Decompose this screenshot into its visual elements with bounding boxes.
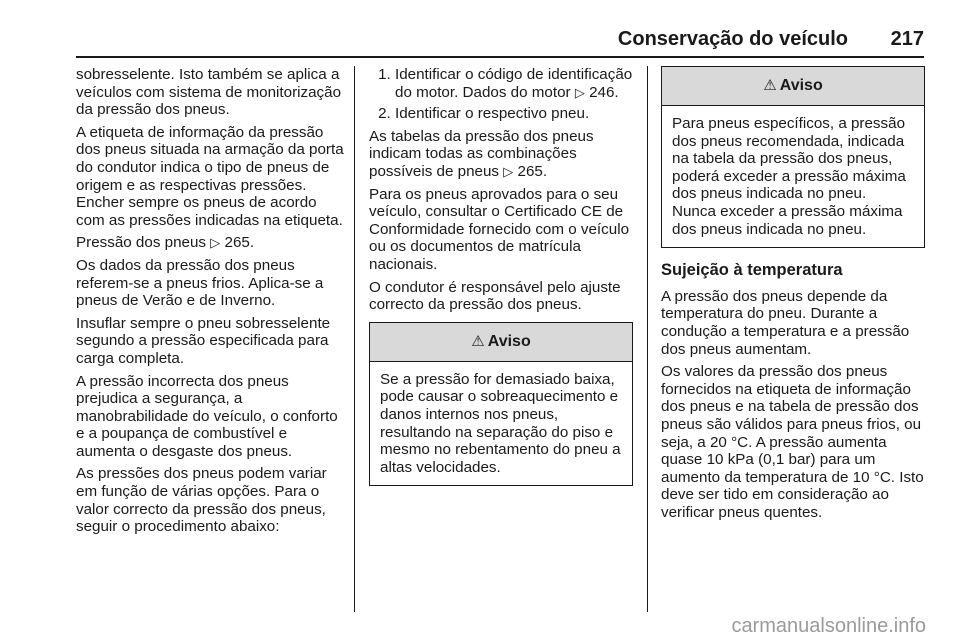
warning-triangle-icon: ⚠ <box>763 77 777 94</box>
list-item <box>395 66 633 101</box>
warning-text: Para pneus específicos, a pressão dos pneus recomendada, indicada na tabela da pressão dos pneus, poderá exceder a pressão máxima dos pneus indicada no pneu. Nunca exceder a pressão máxima dos pneus indicada no pneu. <box>672 115 906 238</box>
paragraph: A pressão incorrecta dos pneus prejudica a segurança, a manobrabilidade do veículo, o conforto e a poupança de combustível e aumenta o desgaste dos pneus. <box>76 372 338 460</box>
warning-title: Aviso <box>487 332 531 350</box>
column-divider <box>647 66 648 612</box>
reference-page-link[interactable]: 265. <box>224 234 255 252</box>
warning-triangle-icon: ⚠ <box>471 332 485 350</box>
reference-arrow-icon: ▷ <box>574 84 585 100</box>
list-item <box>395 105 633 123</box>
warning-box <box>661 66 925 248</box>
paragraph: A etiqueta de informação da pressão dos pneus situada na armação da porta do condutor indica o tipo de pneus de origem e as respectivas pressões. Encher sempre os pneus de acordo com as pressões indicadas na etiqueta. <box>76 123 344 229</box>
column-2 <box>369 66 633 500</box>
reference-page-link[interactable]: 246. <box>589 83 619 101</box>
column-3 <box>661 66 925 526</box>
list-item-text: Identificar o respectivo pneu. <box>395 105 590 123</box>
paragraph-text: As tabelas da pressão dos pneus indicam todas as combinações possíveis de pneus <box>369 127 594 180</box>
paragraph: Os dados da pressão dos pneus referem-se a pneus frios. Aplica-se a pneus de Verão e de Inverno. <box>76 256 324 310</box>
list-item-text: Identificar o código de identificação do motor. Dados do motor <box>395 66 633 101</box>
reference-arrow-icon: ▷ <box>503 163 514 179</box>
section-heading: Sujeição à temperatura <box>661 261 843 280</box>
page-number: 217 <box>890 28 924 50</box>
reference-arrow-icon: ▷ <box>210 235 221 251</box>
reference-label: Pressão dos pneus <box>76 234 207 252</box>
warning-header <box>370 323 632 362</box>
warning-title: Aviso <box>779 77 823 94</box>
paragraph: O condutor é responsável pelo ajuste correcto da pressão dos pneus. <box>369 278 621 314</box>
warning-body <box>370 362 632 486</box>
paragraph: Os valores da pressão dos pneus fornecidos na etiqueta de informação dos pneus e na tabela de pressão dos pneus são válidos para pneus frios, ou seja, a 20 °C. A pressão aumenta quase 10 kPa (0,1 bar) para um aumento da temperatura de 10 °C. Isto deve ser tido em consideração ao verificar pneus quentes. <box>661 363 924 521</box>
column-divider <box>354 66 355 612</box>
reference-page-link[interactable]: 265. <box>517 162 548 180</box>
paragraph: sobresselente. Isto também se aplica a veículos com sistema de monitorização da pressão dos pneus. <box>76 66 342 119</box>
paragraph: Insuflar sempre o pneu sobresselente segundo a pressão especificada para carga completa. <box>76 314 331 367</box>
warning-text: Se a pressão for demasiado baixa, pode causar o sobreaquecimento e danos internos nos pneus, resultando na separação do piso e mesmo no rebentamento do pneu a altas velocidades. <box>380 370 621 476</box>
warning-box <box>369 322 633 487</box>
procedure-list <box>369 66 633 123</box>
paragraph: As pressões dos pneus podem variar em função de várias opções. Para o valor correcto da pressão dos pneus, seguir o procedimento abaixo: <box>76 465 327 536</box>
paragraph-with-reference <box>369 128 633 181</box>
page-title: Conservação do veículo <box>617 28 848 50</box>
paragraph-with-reference <box>76 234 344 252</box>
column-1 <box>76 66 344 541</box>
paragraph: A pressão dos pneus depende da temperatura do pneu. Durante a condução a temperatura e a pressão dos pneus aumentam. <box>661 287 910 358</box>
paragraph: Para os pneus aprovados para o seu veículo, consultar o Certificado CE de Conformidade fornecido com o veículo ou os documentos de matrícula nacionais. <box>369 185 630 273</box>
warning-body <box>662 106 924 247</box>
warning-header <box>662 67 924 106</box>
page-header <box>0 0 960 58</box>
watermark: carmanualsonline.info <box>731 615 926 637</box>
header-rule <box>76 56 924 58</box>
